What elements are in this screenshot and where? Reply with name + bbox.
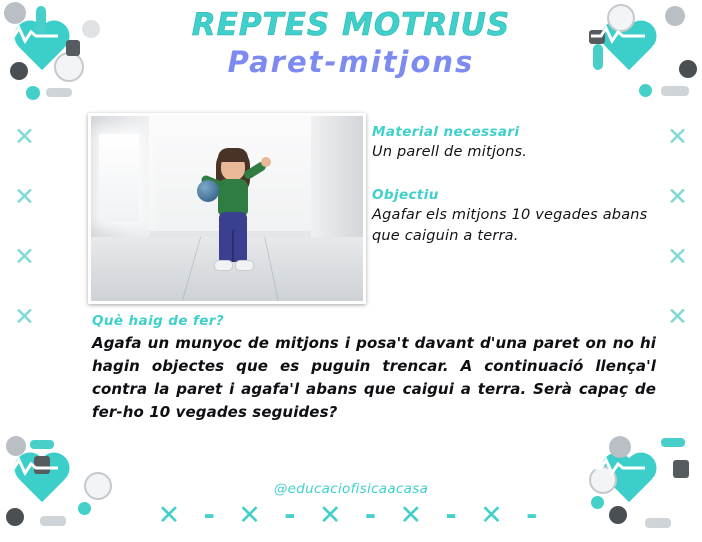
side-mark-right-3: ✕ <box>667 242 688 271</box>
ball-icon <box>6 436 26 456</box>
dumbbell-icon <box>30 440 54 449</box>
header <box>0 8 702 78</box>
side-mark-right-2: ✕ <box>667 182 688 211</box>
instructions-block <box>92 313 656 424</box>
side-mark-left-4: ✕ <box>14 302 35 331</box>
page-title: REPTES MOTRIUS <box>191 7 511 43</box>
material-text: Un parell de mitjons. <box>372 144 528 160</box>
dot-icon <box>639 84 652 97</box>
objective-text: Agafar els mitjons 10 vegades abans que caiguin a terra. <box>372 207 648 244</box>
heartbeat-icon <box>589 456 647 476</box>
side-mark-right-4: ✕ <box>667 302 688 331</box>
side-mark-left-1: ✕ <box>14 122 35 151</box>
page-subtitle: Paret-mitjons <box>227 45 475 79</box>
skate-icon <box>46 88 72 97</box>
side-mark-right-1: ✕ <box>667 122 688 151</box>
dumbbell-icon <box>661 438 685 447</box>
window-light <box>99 134 139 222</box>
instructions-label: Què haig de fer? <box>92 313 225 329</box>
skate-icon <box>661 86 689 96</box>
heartbeat-icon <box>2 456 60 476</box>
info-column <box>372 124 650 247</box>
side-mark-left-3: ✕ <box>14 242 35 271</box>
ball-icon <box>609 436 631 458</box>
side-mark-left-2: ✕ <box>14 182 35 211</box>
social-handle: @educaciofisicaacasa <box>273 481 429 497</box>
material-label: Material necessari <box>372 124 520 140</box>
activity-photo <box>88 113 366 304</box>
socks-ball-icon <box>197 180 219 202</box>
dot-icon <box>26 86 40 100</box>
kettlebell-icon <box>673 460 689 478</box>
person-figure <box>199 144 269 284</box>
kettlebell-icon <box>34 456 50 474</box>
objective-label: Objectiu <box>372 187 439 203</box>
footer-decoration: ✕ - ✕ - ✕ - ✕ - ✕ - <box>157 500 545 531</box>
instructions-text: Agafa un munyoc de mitjons i posa't davant d'una paret on no hi hagin objectes que es puguin trencar. A continuació llença'l contra la paret i agafa'l abans que caigui a terra. Serà capaç de fer-ho 10 vegades seguides? <box>92 334 656 421</box>
